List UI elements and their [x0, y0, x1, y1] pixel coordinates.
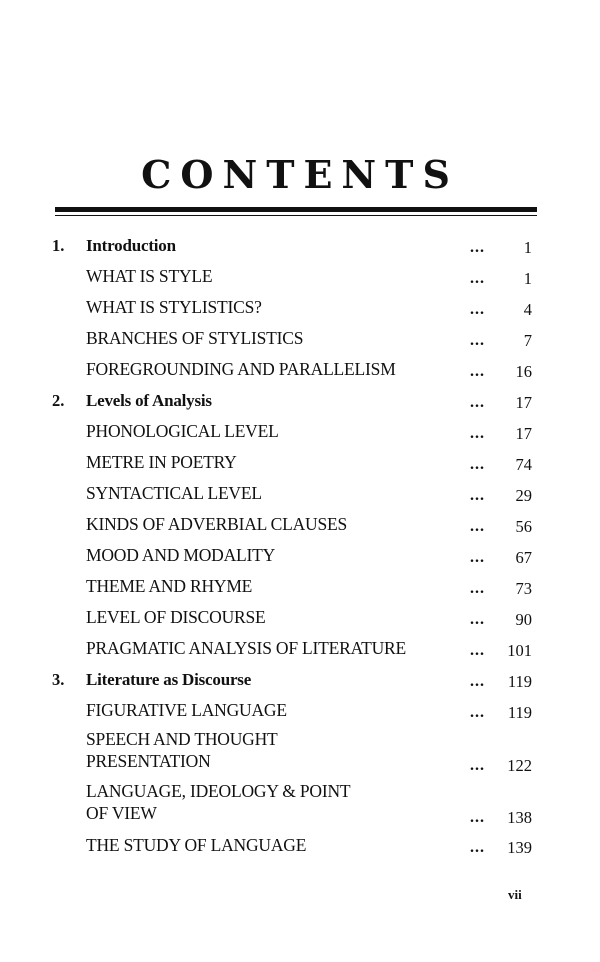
section-title: WHAT IS STYLISTICS?: [86, 297, 262, 317]
chapter-title: Introduction: [86, 236, 176, 255]
leader-dots: ...: [470, 839, 485, 856]
toc-section-row: [0, 830, 600, 861]
section-title: PHONOLOGICAL LEVEL: [86, 421, 279, 441]
section-title: SYNTACTICAL LEVEL: [86, 483, 262, 503]
toc-section-row: [0, 602, 600, 633]
page-number: 29: [515, 486, 532, 505]
page-number: 67: [515, 548, 532, 567]
leader-dots: ...: [470, 239, 485, 256]
page-number: 17: [515, 393, 532, 412]
page-number: 119: [507, 703, 532, 722]
section-title: KINDS OF ADVERBIAL CLAUSES: [86, 514, 348, 534]
leader-dots: ...: [470, 270, 485, 287]
toc-section-row: [0, 726, 600, 778]
section-title: LANGUAGE, IDEOLOGY & POINT OF VIEW: [86, 781, 351, 823]
leader-dots: ...: [470, 301, 485, 318]
page-number: 7: [523, 331, 532, 350]
toc-section-row: [0, 292, 600, 323]
chapter-number: 1.: [52, 236, 65, 255]
page-number: 4: [523, 300, 532, 319]
toc-section-row: [0, 323, 600, 354]
leader-dots: ...: [470, 757, 485, 774]
leader-dots: ...: [470, 549, 485, 566]
page-number: 139: [507, 838, 532, 857]
toc-section-row: [0, 778, 600, 830]
page-number: 122: [507, 756, 532, 775]
page-number: 1: [523, 269, 532, 288]
toc-section-row: [0, 540, 600, 571]
section-title: FIGURATIVE LANGUAGE: [86, 700, 287, 720]
leader-dots: ...: [470, 363, 485, 380]
toc-chapter-row: [0, 230, 600, 261]
leader-dots: ...: [470, 809, 485, 826]
page-number: 74: [515, 455, 532, 474]
section-title: SPEECH AND THOUGHT PRESENTATION: [86, 729, 278, 771]
leader-dots: ...: [470, 642, 485, 659]
leader-dots: ...: [470, 394, 485, 411]
leader-dots: ...: [470, 580, 485, 597]
toc-section-row: [0, 261, 600, 292]
heading-rule-thick: [55, 207, 537, 212]
page-number: 138: [507, 808, 532, 827]
page-number: 1: [523, 238, 532, 257]
leader-dots: ...: [470, 487, 485, 504]
page-number: 56: [515, 517, 532, 536]
leader-dots: ...: [470, 611, 485, 628]
leader-dots: ...: [470, 425, 485, 442]
section-title: THEME AND RHYME: [86, 576, 253, 596]
page-number: 17: [515, 424, 532, 443]
toc-section-row: [0, 571, 600, 602]
section-title: PRAGMATIC ANALYSIS OF LITERATURE: [86, 638, 406, 658]
page-number: 119: [507, 672, 532, 691]
section-title: LEVEL OF DISCOURSE: [86, 607, 266, 627]
page-number: 101: [507, 641, 532, 660]
chapter-number: 2.: [52, 391, 65, 410]
leader-dots: ...: [470, 518, 485, 535]
section-title: WHAT IS STYLE: [86, 266, 213, 286]
toc-section-row: [0, 478, 600, 509]
section-title: MOOD AND MODALITY: [86, 545, 276, 565]
section-title: BRANCHES OF STYLISTICS: [86, 328, 304, 348]
page-number: 16: [515, 362, 532, 381]
page-number: 90: [515, 610, 532, 629]
toc-section-row: [0, 633, 600, 664]
toc-section-row: [0, 354, 600, 385]
section-title: THE STUDY OF LANGUAGE: [86, 835, 307, 855]
toc-section-row: [0, 416, 600, 447]
section-title: FOREGROUNDING AND PARALLELISM: [86, 359, 396, 379]
toc-section-row: [0, 695, 600, 726]
chapter-number: 3.: [52, 670, 65, 689]
toc-chapter-row: [0, 664, 600, 695]
chapter-title: Literature as Discourse: [86, 670, 252, 689]
leader-dots: ...: [470, 456, 485, 473]
toc-section-row: [0, 509, 600, 540]
toc-section-row: [0, 447, 600, 478]
page-number: 73: [515, 579, 532, 598]
leader-dots: ...: [470, 332, 485, 349]
section-title: METRE IN POETRY: [86, 452, 237, 472]
table-of-contents: [0, 230, 600, 861]
leader-dots: ...: [470, 673, 485, 690]
toc-chapter-row: [0, 385, 600, 416]
page-folio: vii: [508, 887, 522, 902]
chapter-title: Levels of Analysis: [86, 391, 212, 410]
heading-rule-thin: [55, 215, 537, 216]
leader-dots: ...: [470, 704, 485, 721]
contents-heading: CONTENTS: [141, 152, 459, 197]
